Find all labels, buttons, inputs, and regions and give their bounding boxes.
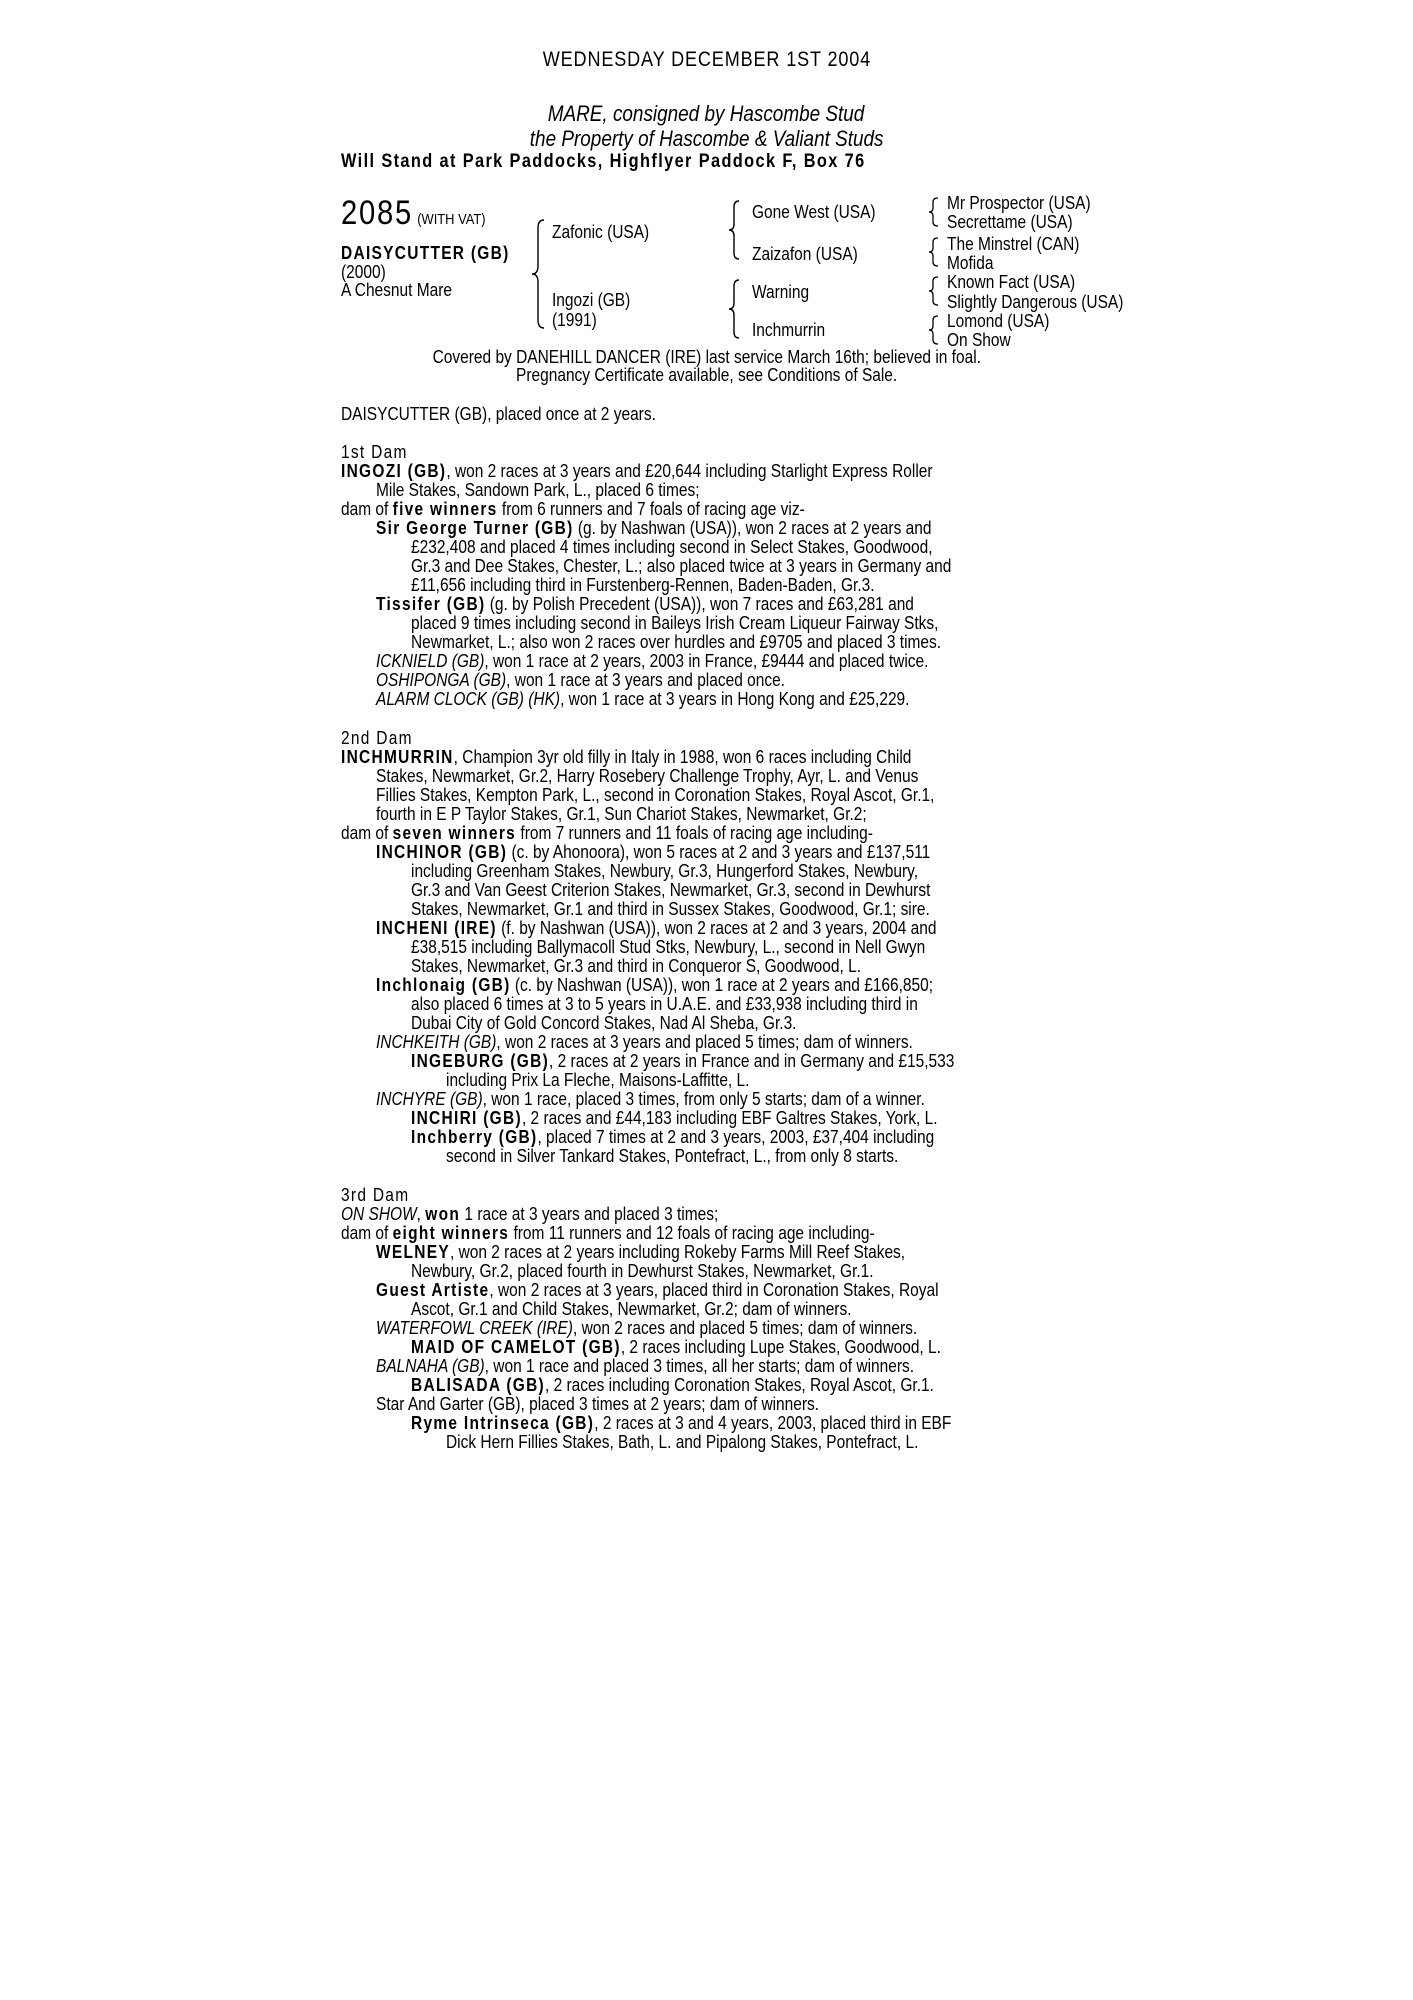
horse-year: (2000): [341, 262, 386, 282]
pedigree-gen3-1: Mr Prospector (USA): [947, 193, 1091, 213]
pedigree-gen3-8: On Show: [947, 330, 1011, 350]
third-dam-heading: 3rd Dam: [341, 1185, 410, 1205]
pedigree-dam: Ingozi (GB): [552, 290, 631, 310]
pedigree-gen3-5: Known Fact (USA): [947, 272, 1076, 292]
pedigree-brace-main: [530, 218, 550, 330]
progeny-entry: WELNEY, won 2 races at 2 years including Rokeby Farms Mill Reef Stakes,: [376, 1242, 906, 1262]
pedigree-brace-4: [927, 314, 941, 346]
progeny-entry: MAID OF CAMELOT (GB), 2 races including Lupe Stakes, Goodwood, L.: [411, 1337, 941, 1357]
progeny-entry: Dick Hern Fillies Stakes, Bath, L. and Pipalong Stakes, Pontefract, L.: [446, 1432, 919, 1452]
progeny-entry: second in Silver Tankard Stakes, Pontefract, L., from only 8 starts.: [446, 1146, 899, 1166]
pedigree-dam-year: (1991): [552, 310, 597, 330]
pedigree-gen3-6: Slightly Dangerous (USA): [947, 292, 1124, 312]
progeny-entry: ICKNIELD (GB), won 1 race at 2 years, 2003 in France, £9444 and placed twice.: [376, 651, 929, 671]
progeny-entry: placed 9 times including second in Baileys Irish Cream Liqueur Fairway Stks,: [411, 613, 939, 633]
progeny-entry: Inchlonaig (GB) (c. by Nashwan (USA)), won 1 race at 2 years and £166,850;: [376, 975, 934, 995]
covered-line: Covered by DANEHILL DANCER (IRE) last service March 16th; believed in foal.: [432, 347, 981, 367]
first-dam-line: dam of five winners from 6 runners and 7 foals of racing age viz-: [341, 499, 805, 519]
progeny-entry: £232,408 and placed 4 times including second in Select Stakes, Goodwood,: [411, 537, 933, 557]
third-dam-line: dam of eight winners from 11 runners and 12 foals of racing age including-: [341, 1223, 875, 1243]
pedigree-gen3-7: Lomond (USA): [947, 311, 1050, 331]
horse-name: DAISYCUTTER (GB): [341, 243, 510, 263]
pedigree-sire-dam: Zaizafon (USA): [752, 244, 858, 264]
first-dam-heading: 1st Dam: [341, 442, 408, 462]
pedigree-brace-sire: [727, 199, 743, 261]
progeny-entry: BALNAHA (GB), won 1 race and placed 3 times, all her starts; dam of winners.: [376, 1356, 915, 1376]
summary-line: DAISYCUTTER (GB), placed once at 2 years.: [341, 404, 656, 424]
progeny-entry: Sir George Turner (GB) (g. by Nashwan (USA)), won 2 races at 2 years and: [376, 518, 932, 538]
pedigree-gen3-2: Secrettame (USA): [947, 212, 1073, 232]
progeny-entry: ALARM CLOCK (GB) (HK), won 1 race at 3 years in Hong Kong and £25,229.: [376, 689, 910, 709]
first-dam-line: INGOZI (GB), won 2 races at 3 years and £20,644 including Starlight Express Roller: [341, 461, 933, 481]
progeny-entry: INCHKEITH (GB), won 2 races at 3 years and placed 5 times; dam of winners.: [376, 1032, 913, 1052]
pedigree-brace-2: [927, 236, 941, 268]
progeny-entry: including Prix La Fleche, Maisons-Laffitte, L.: [446, 1070, 750, 1090]
progeny-entry: Gr.3 and Dee Stakes, Chester, L.; also placed twice at 3 years in Germany and: [411, 556, 952, 576]
progeny-entry: Newmarket, L.; also won 2 races over hurdles and £9705 and placed 3 times.: [411, 632, 942, 652]
second-dam-line: fourth in E P Taylor Stakes, Gr.1, Sun Chariot Stakes, Newmarket, Gr.2;: [376, 804, 867, 824]
progeny-entry: INCHYRE (GB), won 1 race, placed 3 times, from only 5 starts; dam of a winner.: [376, 1089, 925, 1109]
pedigree-sire: Zafonic (USA): [552, 222, 650, 242]
property-line: the Property of Hascombe & Valiant Studs: [529, 126, 884, 151]
progeny-entry: Gr.3 and Van Geest Criterion Stakes, Newmarket, Gr.3, second in Dewhurst: [411, 880, 931, 900]
lot-number: 2085: [341, 194, 413, 232]
progeny-entry: also placed 6 times at 3 to 5 years in U.A.E. and £33,938 including third in: [411, 994, 918, 1014]
progeny-entry: Stakes, Newmarket, Gr.3 and third in Conqueror S, Goodwood, L.: [411, 956, 862, 976]
second-dam-line: dam of seven winners from 7 runners and 11 foals of racing age including-: [341, 823, 873, 843]
stand-location: Will Stand at Park Paddocks, Highflyer Paddock F, Box 76: [341, 151, 866, 172]
progeny-entry: Ascot, Gr.1 and Child Stakes, Newmarket, Gr.2; dam of winners.: [411, 1299, 852, 1319]
progeny-entry: Star And Garter (GB), placed 3 times at 2 years; dam of winners.: [376, 1394, 820, 1414]
third-dam-line: ON SHOW, won 1 race at 3 years and placed 3 times;: [341, 1204, 719, 1224]
pedigree-brace-3: [927, 275, 941, 307]
progeny-entry: £11,656 including third in Furstenberg-Rennen, Baden-Baden, Gr.3.: [411, 575, 875, 595]
progeny-entry: INGEBURG (GB), 2 races at 2 years in France and in Germany and £15,533: [411, 1051, 955, 1071]
vat-note: (WITH VAT): [417, 211, 486, 228]
progeny-entry: Dubai City of Gold Concord Stakes, Nad Al Sheba, Gr.3.: [411, 1013, 797, 1033]
progeny-entry: Inchberry (GB), placed 7 times at 2 and 3 years, 2003, £37,404 including: [411, 1127, 935, 1147]
progeny-entry: Guest Artiste, won 2 races at 3 years, placed third in Coronation Stakes, Royal: [376, 1280, 939, 1300]
progeny-entry: Ryme Intrinseca (GB), 2 races at 3 and 4 years, 2003, placed third in EBF: [411, 1413, 952, 1433]
pedigree-brace-1: [927, 196, 941, 228]
pregnancy-line: Pregnancy Certificate available, see Conditions of Sale.: [515, 365, 898, 385]
pedigree-dam-sire: Warning: [752, 282, 810, 302]
progeny-entry: Tissifer (GB) (g. by Polish Precedent (USA)), won 7 races and £63,281 and: [376, 594, 914, 614]
second-dam-heading: 2nd Dam: [341, 728, 413, 748]
progeny-entry: OSHIPONGA (GB), won 1 race at 3 years and placed once.: [376, 670, 785, 690]
pedigree-sire-sire: Gone West (USA): [752, 202, 876, 222]
second-dam-line: Fillies Stakes, Kempton Park, L., second in Coronation Stakes, Royal Ascot, Gr.1,: [376, 785, 935, 805]
progeny-entry: INCHIRI (GB), 2 races and £44,183 including EBF Galtres Stakes, York, L.: [411, 1108, 938, 1128]
pedigree-dam-dam: Inchmurrin: [752, 320, 826, 340]
pedigree-gen3-4: Mofida: [947, 253, 994, 273]
second-dam-line: Stakes, Newmarket, Gr.2, Harry Rosebery Challenge Trophy, Ayr, L. and Venus: [376, 766, 919, 786]
consignor-line: MARE, consigned by Hascombe Stud: [548, 101, 865, 126]
lot-number-row: [341, 196, 486, 230]
progeny-entry: Stakes, Newmarket, Gr.1 and third in Sussex Stakes, Goodwood, Gr.1; sire.: [411, 899, 930, 919]
pedigree-brace-dam: [727, 278, 743, 340]
second-dam-line: INCHMURRIN, Champion 3yr old filly in Italy in 1988, won 6 races including Child: [341, 747, 912, 767]
progeny-entry: Newbury, Gr.2, placed fourth in Dewhurst Stakes, Newmarket, Gr.1.: [411, 1261, 874, 1281]
progeny-entry: £38,515 including Ballymacoll Stud Stks, Newbury, L., second in Nell Gwyn: [411, 937, 926, 957]
sale-date: WEDNESDAY DECEMBER 1ST 2004: [542, 48, 871, 71]
first-dam-line: Mile Stakes, Sandown Park, L., placed 6 times;: [376, 480, 700, 500]
horse-description: A Chesnut Mare: [341, 280, 453, 300]
progeny-entry: WATERFOWL CREEK (IRE), won 2 races and placed 5 times; dam of winners.: [376, 1318, 918, 1338]
progeny-entry: INCHINOR (GB) (c. by Ahonoora), won 5 races at 2 and 3 years and £137,511: [376, 842, 931, 862]
progeny-entry: including Greenham Stakes, Newbury, Gr.3, Hungerford Stakes, Newbury,: [411, 861, 919, 881]
pedigree-gen3-3: The Minstrel (CAN): [947, 234, 1080, 254]
progeny-entry: BALISADA (GB), 2 races including Coronation Stakes, Royal Ascot, Gr.1.: [411, 1375, 934, 1395]
progeny-entry: INCHENI (IRE) (f. by Nashwan (USA)), won 2 races at 2 and 3 years, 2004 and: [376, 918, 937, 938]
